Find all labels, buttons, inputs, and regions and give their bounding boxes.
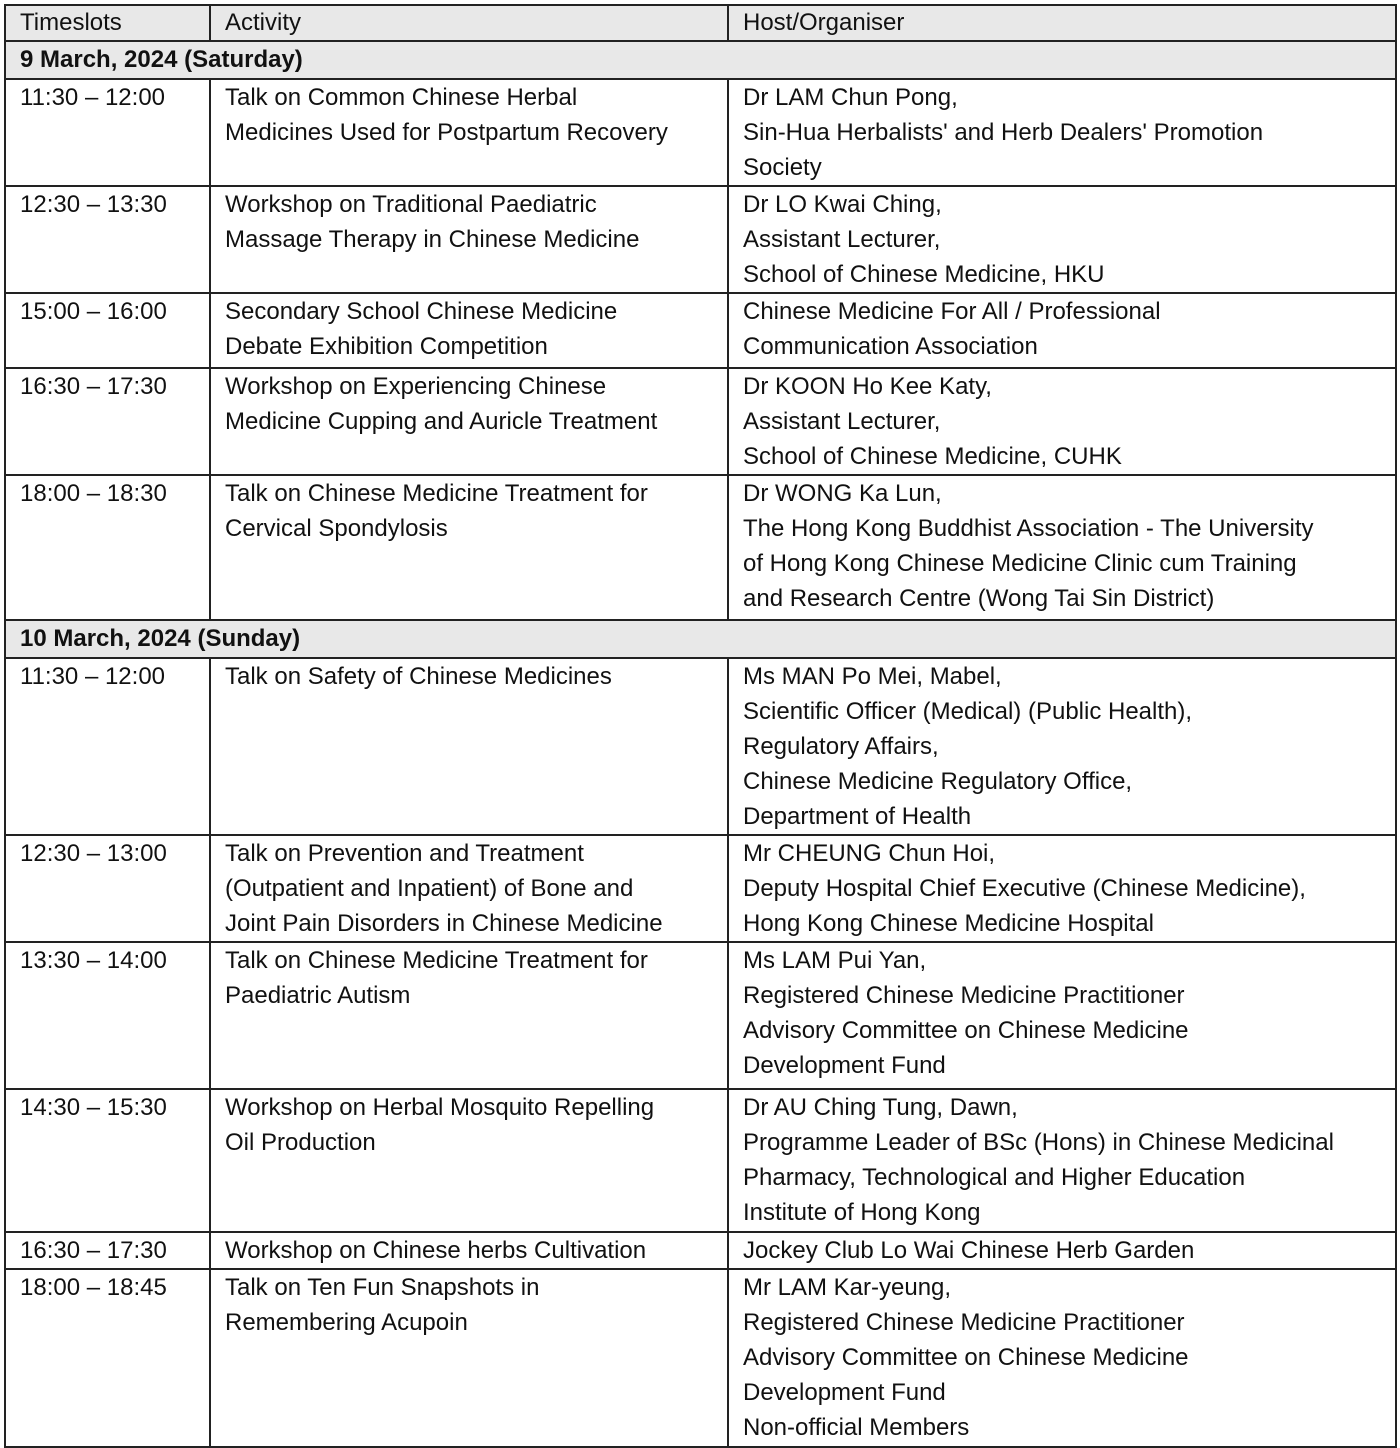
timeslot: 16:30 – 17:30	[5, 368, 210, 475]
host-line: Scientific Officer (Medical) (Public Health),	[743, 698, 1193, 725]
activity-line: Workshop on Herbal Mosquito Repelling	[225, 1094, 655, 1121]
host-line: Registered Chinese Medicine Practitioner	[743, 982, 1185, 1009]
activity-line: Talk on Chinese Medicine Treatment for	[225, 480, 648, 507]
session-row	[5, 658, 1396, 835]
activity-line: Workshop on Traditional Paediatric	[225, 191, 597, 218]
timeslot: 14:30 – 15:30	[5, 1089, 210, 1232]
host-line: Development Fund	[743, 1379, 946, 1406]
host-line: Ms MAN Po Mei, Mabel,	[743, 663, 1002, 690]
activity-line: Secondary School Chinese Medicine	[225, 298, 618, 325]
activity-cell	[210, 942, 728, 1089]
activity-cell	[210, 475, 728, 620]
host-line: School of Chinese Medicine, CUHK	[743, 443, 1122, 470]
host-line: School of Chinese Medicine, HKU	[743, 261, 1105, 288]
session-row	[5, 1232, 1396, 1269]
timeslot: 11:30 – 12:00	[5, 658, 210, 835]
session-row	[5, 186, 1396, 293]
session-row	[5, 942, 1396, 1089]
host-cell	[728, 79, 1396, 186]
header-activity: Activity	[210, 5, 728, 41]
host-line: and Research Centre (Wong Tai Sin District)	[743, 585, 1215, 612]
timeslot: 16:30 – 17:30	[5, 1232, 210, 1269]
activity-line: Medicines Used for Postpartum Recovery	[225, 119, 668, 146]
host-line: Dr AU Ching Tung, Dawn,	[743, 1094, 1018, 1121]
activity-line: Talk on Safety of Chinese Medicines	[225, 663, 612, 690]
day-label: 10 March, 2024 (Sunday)	[5, 620, 1396, 658]
host-cell	[728, 475, 1396, 620]
schedule-table	[4, 4, 1397, 1448]
activity-cell	[210, 1232, 728, 1269]
host-cell	[728, 1232, 1396, 1269]
host-line: Assistant Lecturer,	[743, 408, 941, 435]
session-row	[5, 835, 1396, 942]
host-line: Pharmacy, Technological and Higher Education	[743, 1164, 1246, 1191]
host-line: Ms LAM Pui Yan,	[743, 947, 927, 974]
host-line: Regulatory Affairs,	[743, 733, 939, 760]
day-row	[5, 620, 1396, 658]
host-line: Department of Health	[743, 803, 972, 830]
session-row	[5, 475, 1396, 620]
host-line: Dr LO Kwai Ching,	[743, 191, 942, 218]
host-line: Dr LAM Chun Pong,	[743, 84, 958, 111]
activity-cell	[210, 1089, 728, 1232]
host-line: Chinese Medicine For All / Professional	[743, 298, 1161, 325]
activity-cell	[210, 658, 728, 835]
activity-line: Talk on Common Chinese Herbal	[225, 84, 578, 111]
activity-cell	[210, 293, 728, 368]
session-row	[5, 293, 1396, 368]
activity-line: (Outpatient and Inpatient) of Bone and	[225, 875, 634, 902]
activity-line: Joint Pain Disorders in Chinese Medicine	[225, 910, 663, 937]
activity-cell	[210, 1269, 728, 1447]
activity-cell	[210, 368, 728, 475]
header-host: Host/Organiser	[728, 5, 1396, 41]
host-line: Advisory Committee on Chinese Medicine	[743, 1017, 1189, 1044]
host-line: Dr KOON Ho Kee Katy,	[743, 373, 992, 400]
host-line: Communication Association	[743, 333, 1038, 360]
session-row	[5, 1269, 1396, 1447]
host-cell	[728, 1089, 1396, 1232]
activity-line: Workshop on Experiencing Chinese	[225, 373, 607, 400]
host-line: Sin-Hua Herbalists' and Herb Dealers' Promotion	[743, 119, 1264, 146]
day-row	[5, 41, 1396, 79]
host-cell	[728, 835, 1396, 942]
session-row	[5, 1089, 1396, 1232]
activity-line: Debate Exhibition Competition	[225, 333, 548, 360]
activity-line: Paediatric Autism	[225, 982, 411, 1009]
activity-line: Medicine Cupping and Auricle Treatment	[225, 408, 658, 435]
host-line: Assistant Lecturer,	[743, 226, 941, 253]
session-row	[5, 368, 1396, 475]
activity-line: Talk on Prevention and Treatment	[225, 840, 584, 867]
host-line: Non-official Members	[743, 1414, 970, 1441]
session-row	[5, 79, 1396, 186]
timeslot: 11:30 – 12:00	[5, 79, 210, 186]
host-line: Deputy Hospital Chief Executive (Chinese Medicine),	[743, 875, 1306, 902]
host-line: Programme Leader of BSc (Hons) in Chinese Medicinal	[743, 1129, 1334, 1156]
host-line: Advisory Committee on Chinese Medicine	[743, 1344, 1189, 1371]
host-line: Registered Chinese Medicine Practitioner	[743, 1309, 1185, 1336]
host-cell	[728, 186, 1396, 293]
activity-line: Remembering Acupoin	[225, 1309, 468, 1336]
host-line: Development Fund	[743, 1052, 946, 1079]
host-line: Mr CHEUNG Chun Hoi,	[743, 840, 996, 867]
day-label: 9 March, 2024 (Saturday)	[5, 41, 1396, 79]
activity-line: Talk on Ten Fun Snapshots in	[225, 1274, 540, 1301]
schedule-body	[5, 41, 1396, 1447]
host-line: Dr WONG Ka Lun,	[743, 480, 942, 507]
activity-cell	[210, 186, 728, 293]
host-cell	[728, 293, 1396, 368]
host-line: Hong Kong Chinese Medicine Hospital	[743, 910, 1154, 937]
header-row	[5, 5, 1396, 41]
host-line: Institute of Hong Kong	[743, 1199, 981, 1226]
header-timeslots: Timeslots	[5, 5, 210, 41]
host-cell	[728, 368, 1396, 475]
timeslot: 13:30 – 14:00	[5, 942, 210, 1089]
host-line: The Hong Kong Buddhist Association - The University	[743, 515, 1314, 542]
timeslot: 12:30 – 13:30	[5, 186, 210, 293]
host-line: Mr LAM Kar-yeung,	[743, 1274, 952, 1301]
timeslot: 18:00 – 18:45	[5, 1269, 210, 1447]
activity-line: Talk on Chinese Medicine Treatment for	[225, 947, 648, 974]
host-cell	[728, 658, 1396, 835]
activity-line: Workshop on Chinese herbs Cultivation	[225, 1237, 647, 1264]
activity-line: Massage Therapy in Chinese Medicine	[225, 226, 640, 253]
activity-line: Cervical Spondylosis	[225, 515, 448, 542]
timeslot: 15:00 – 16:00	[5, 293, 210, 368]
host-cell	[728, 1269, 1396, 1447]
activity-cell	[210, 835, 728, 942]
activity-cell	[210, 79, 728, 186]
host-cell	[728, 942, 1396, 1089]
host-line: Jockey Club Lo Wai Chinese Herb Garden	[743, 1237, 1195, 1264]
activity-line: Oil Production	[225, 1129, 376, 1156]
host-line: Society	[743, 154, 822, 181]
host-line: Chinese Medicine Regulatory Office,	[743, 768, 1133, 795]
host-line: of Hong Kong Chinese Medicine Clinic cum Training	[743, 550, 1297, 577]
timeslot: 12:30 – 13:00	[5, 835, 210, 942]
timeslot: 18:00 – 18:30	[5, 475, 210, 620]
